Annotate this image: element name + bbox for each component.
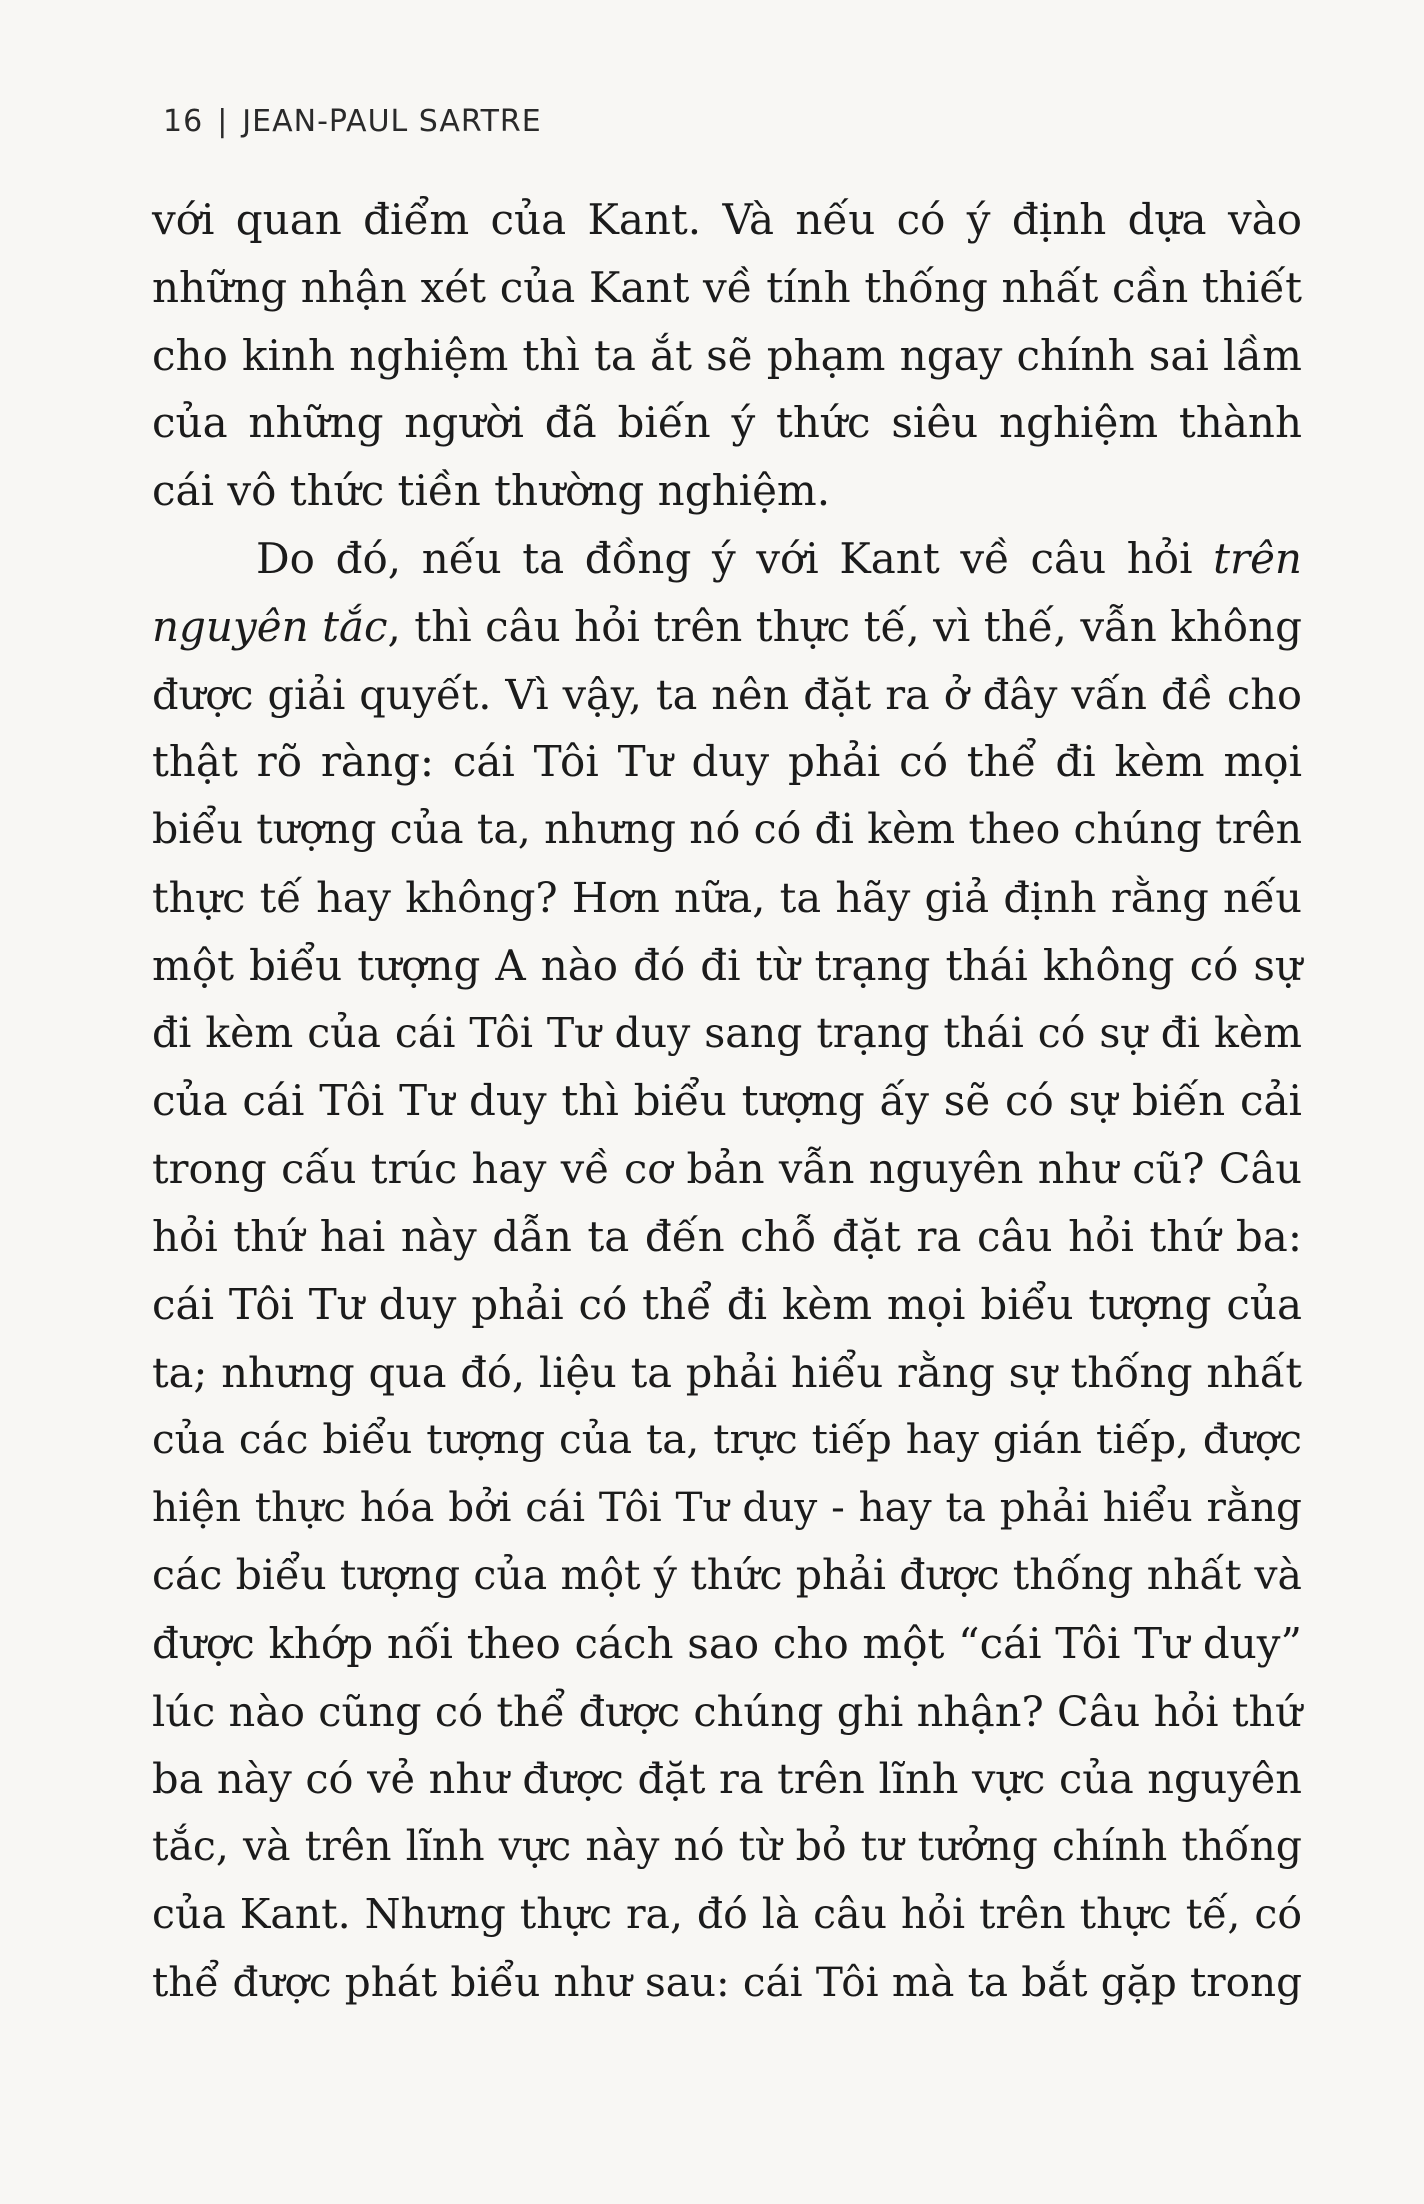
- text-line: được khớp nối theo cách sao cho một “cái Tôi Tư duy”: [152, 1618, 1302, 1668]
- text-line: lúc nào cũng có thể được chúng ghi nhận? Câu hỏi thứ: [152, 1686, 1302, 1736]
- text-line: với quan điểm của Kant. Và nếu có ý định dựa vào: [152, 195, 1302, 244]
- text-line: thật rõ ràng: cái Tôi Tư duy phải có thể đi kèm mọi: [152, 737, 1302, 787]
- italic-text: trên: [1213, 533, 1302, 583]
- text-line: hiện thực hóa bởi cái Tôi Tư duy - hay ta phải hiểu rằng: [152, 1483, 1302, 1532]
- author-name: JEAN-PAUL SARTRE: [242, 104, 542, 139]
- text-line: của Kant. Nhưng thực ra, đó là câu hỏi trên thực tế, có: [152, 1889, 1302, 1938]
- text-line: thể được phát biểu như sau: cái Tôi mà ta bắt gặp trong: [152, 1957, 1302, 2006]
- text-line: ta; nhưng qua đó, liệu ta phải hiểu rằng sự thống nhất: [152, 1347, 1302, 1397]
- text-line: [152, 593, 1302, 661]
- text-line: hỏi thứ hai này dẫn ta đến chỗ đặt ra câu hỏi thứ ba:: [152, 1211, 1302, 1261]
- text-line: cái Tôi Tư duy phải có thể đi kèm mọi biểu tượng của: [152, 1279, 1302, 1329]
- text-line: thực tế hay không? Hơn nữa, ta hãy giả định rằng nếu: [152, 872, 1302, 922]
- header-separator: |: [217, 104, 229, 139]
- text-line: cho kinh nghiệm thì ta ắt sẽ phạm ngay chính sai lầm: [152, 330, 1302, 380]
- text-line: trong cấu trúc hay về cơ bản vẫn nguyên như cũ? Câu: [152, 1144, 1302, 1194]
- italic-text: nguyên tắc: [152, 601, 388, 651]
- text-line: tắc, và trên lĩnh vực này nó từ bỏ tư tưởng chính thống: [152, 1822, 1302, 1871]
- text-line: của cái Tôi Tư duy thì biểu tượng ấy sẽ có sự biến cải: [152, 1076, 1302, 1126]
- text-line: đi kèm của cái Tôi Tư duy sang trạng thái có sự đi kèm: [152, 1008, 1302, 1057]
- text-line: được giải quyết. Vì vậy, ta nên đặt ra ở đây vấn đề cho: [152, 669, 1302, 719]
- text-run: , thì câu hỏi trên thực tế, vì thế, vẫn không: [387, 601, 1302, 651]
- text-line: biểu tượng của ta, nhưng nó có đi kèm theo chúng trên: [152, 805, 1302, 854]
- page-number: 16: [163, 104, 204, 139]
- text-run: Do đó, nếu ta đồng ý với Kant về câu hỏi: [256, 533, 1214, 583]
- text-line: ba này có vẻ như được đặt ra trên lĩnh vực của nguyên: [152, 1754, 1302, 1804]
- text-line: của các biểu tượng của ta, trực tiếp hay gián tiếp, được: [152, 1415, 1302, 1464]
- text-line-paragraph-start: [152, 525, 1302, 593]
- text-line: của những người đã biến ý thức siêu nghiệm thành: [152, 398, 1302, 448]
- text-line: một biểu tượng A nào đó đi từ trạng thái không có sự: [152, 940, 1302, 990]
- running-head: [163, 104, 542, 139]
- body-text: [152, 186, 1302, 2017]
- text-line: cái vô thức tiền thường nghiệm.: [152, 466, 831, 516]
- text-line: các biểu tượng của một ý thức phải được thống nhất và: [152, 1550, 1302, 1599]
- text-line: những nhận xét của Kant về tính thống nhất cần thiết: [152, 262, 1302, 312]
